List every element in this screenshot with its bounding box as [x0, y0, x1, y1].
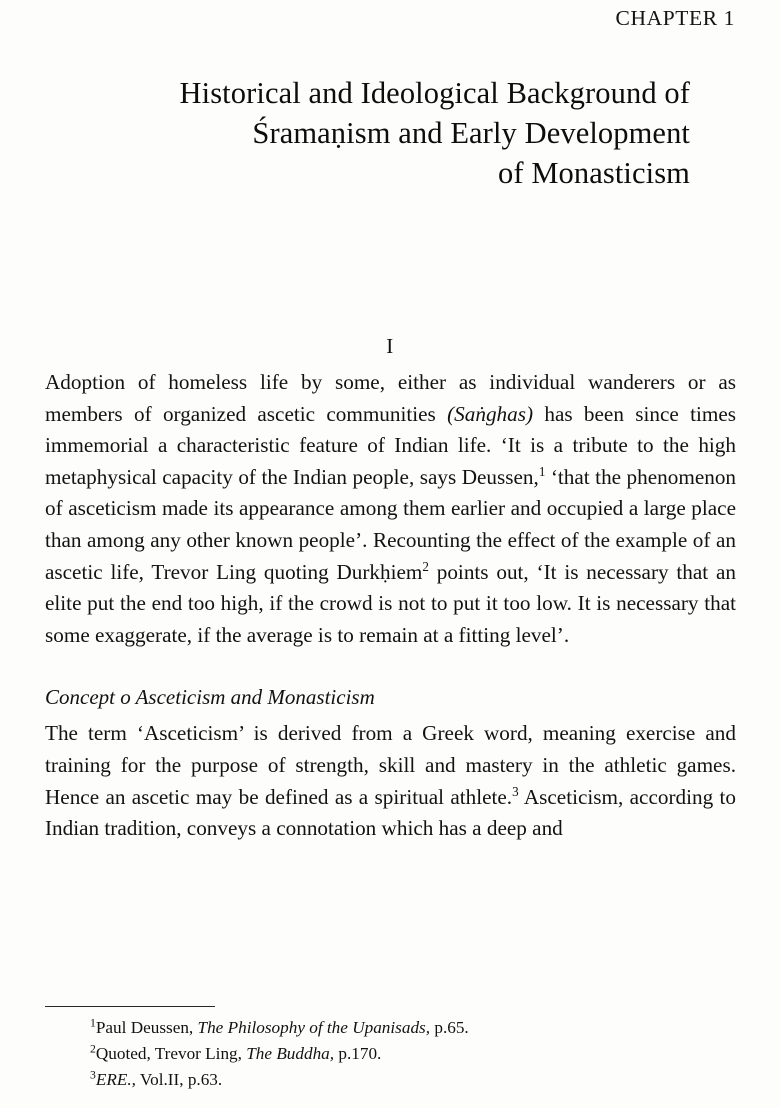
chapter-title-line-1: Historical and Ideological Background of — [179, 76, 690, 110]
chapter-title — [45, 73, 690, 193]
section-subheading: Concept o Asceticism and Monasticism — [45, 685, 375, 710]
paragraph-2-segment-2: Asceticism, according to Indian tradition, conveys a connotation which has a deep and — [45, 784, 736, 841]
paragraph-2-segment-1: The term ‘Asceticism’ is derived from a Greek word, meaning exercise and training for the purpose of strength, skill and mastery in the athletic games. Hence an ascetic may be defined as a spiritual athlete. — [45, 721, 736, 809]
footnote-separator-rule — [45, 1006, 215, 1007]
footnote-text-pre: Paul Deussen, — [95, 1018, 198, 1037]
footnote-marker: 2 — [90, 1042, 96, 1056]
chapter-header: CHAPTER 1 — [615, 6, 735, 30]
section-numeral: I — [386, 334, 394, 358]
footnote-ref-2[interactable]: 2 — [422, 558, 429, 574]
sanghas-italic-term: (Saṅghas) — [447, 401, 534, 426]
footnote-ref-3[interactable]: 3 — [512, 783, 519, 799]
footnote-ref-1[interactable]: 1 — [538, 463, 546, 479]
footnote-title-italic: The Philosophy of the Upanisads, — [197, 1018, 431, 1037]
footnote-title-italic: The Buddha, — [246, 1044, 335, 1063]
paragraph-1-segment-4: points out, ‘It is necessary that an elite put the end too high, if the crowd is not to put it too low. It is necessary that some exaggerate, if the average is to remain at a fitting level’. — [45, 559, 736, 647]
footnote-text-post: Vol.II, p.63. — [135, 1070, 223, 1089]
chapter-title-line-2: Śramaṇism and Early Development — [252, 116, 690, 150]
paragraph-1-segment-1: Adoption of homeless life by some, either as individual wanderers or as members of organized ascetic communities — [45, 370, 736, 426]
footnote-item — [45, 1067, 736, 1093]
footnote-text-pre: Quoted, Trevor Ling, — [95, 1044, 247, 1063]
chapter-title-line-3: of Monasticism — [497, 156, 690, 190]
footnote-marker: 3 — [90, 1068, 96, 1082]
footnote-text-post: p.170. — [334, 1044, 382, 1063]
footnote-block — [45, 1006, 736, 1093]
paragraph-1-segment-3: ‘that the phenomenon of asceticism made its appearance among them earlier and occupied a large place than among any other known people’. Recounting the effect of the example of an ascetic life, Trevor Ling quoting Durkḥiem — [45, 464, 737, 584]
footnote-text-post: p.65. — [430, 1018, 469, 1037]
paragraph-1-segment-2: has been since times immemorial a characteristic feature of Indian life. ‘It is a tribute to the high metaphysical capacity of the Indian people, says Deussen, — [45, 401, 736, 489]
footnote-item — [45, 1015, 736, 1041]
footnote-marker: 1 — [90, 1016, 96, 1030]
footnote-title-italic: ERE., — [95, 1070, 136, 1089]
footnote-item — [45, 1041, 736, 1067]
body-text-column — [45, 367, 736, 845]
paragraph-2 — [45, 718, 736, 844]
paragraph-1 — [45, 367, 736, 651]
